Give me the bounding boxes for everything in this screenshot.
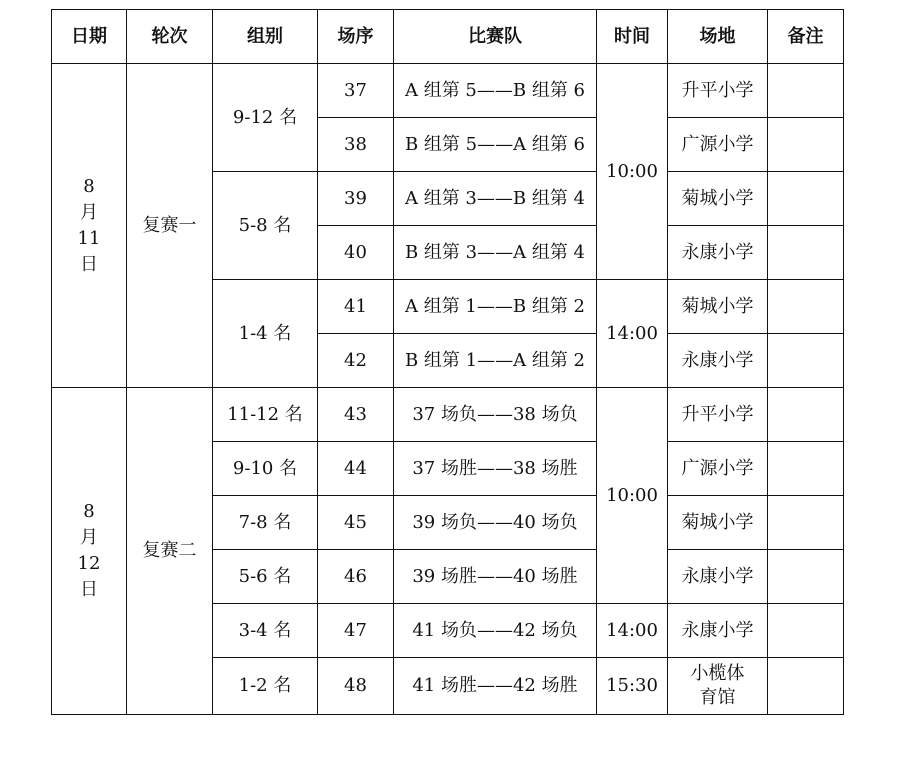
remarks-cell [768, 604, 844, 658]
remarks-cell [768, 496, 844, 550]
remarks-cell [768, 226, 844, 280]
teams-cell: 37 场胜——38 场胜 [394, 442, 597, 496]
teams-cell: B 组第 3——A 组第 4 [394, 226, 597, 280]
match-no-cell: 40 [318, 226, 394, 280]
header-row [52, 10, 844, 64]
header-time: 时间 [597, 10, 668, 64]
schedule-table [51, 9, 844, 715]
header-date: 日期 [52, 10, 127, 64]
date-text: 8月12日 [77, 501, 101, 600]
group-cell: 9-10 名 [213, 442, 318, 496]
group-cell: 11-12 名 [213, 388, 318, 442]
group-cell: 1-2 名 [213, 658, 318, 715]
venue-cell: 永康小学 [668, 604, 768, 658]
teams-cell: 37 场负——38 场负 [394, 388, 597, 442]
table-row [52, 64, 844, 118]
teams-cell: A 组第 1——B 组第 2 [394, 280, 597, 334]
group-cell: 3-4 名 [213, 604, 318, 658]
time-cell: 15:30 [597, 658, 668, 715]
teams-cell: B 组第 5——A 组第 6 [394, 118, 597, 172]
match-no-cell: 39 [318, 172, 394, 226]
remarks-cell [768, 388, 844, 442]
match-no-cell: 44 [318, 442, 394, 496]
remarks-cell [768, 118, 844, 172]
remarks-cell [768, 334, 844, 388]
venue-text: 小榄体育馆 [690, 663, 745, 708]
match-no-cell: 43 [318, 388, 394, 442]
teams-cell: A 组第 3——B 组第 4 [394, 172, 597, 226]
teams-cell: 41 场胜——42 场胜 [394, 658, 597, 715]
venue-cell: 升平小学 [668, 388, 768, 442]
remarks-cell [768, 172, 844, 226]
round-cell: 复赛一 [127, 64, 213, 388]
time-cell: 10:00 [597, 388, 668, 604]
match-no-cell: 46 [318, 550, 394, 604]
venue-cell: 广源小学 [668, 118, 768, 172]
teams-cell: 39 场胜——40 场胜 [394, 550, 597, 604]
group-cell: 1-4 名 [213, 280, 318, 388]
header-match-no: 场序 [318, 10, 394, 64]
teams-cell: B 组第 1——A 组第 2 [394, 334, 597, 388]
header-teams: 比赛队 [394, 10, 597, 64]
group-cell: 7-8 名 [213, 496, 318, 550]
venue-cell: 菊城小学 [668, 496, 768, 550]
remarks-cell [768, 280, 844, 334]
group-cell: 9-12 名 [213, 64, 318, 172]
time-cell: 14:00 [597, 604, 668, 658]
venue-cell: 永康小学 [668, 334, 768, 388]
time-cell: 14:00 [597, 280, 668, 388]
table-row [52, 388, 844, 442]
venue-cell: 广源小学 [668, 442, 768, 496]
match-no-cell: 41 [318, 280, 394, 334]
venue-cell: 升平小学 [668, 64, 768, 118]
match-no-cell: 48 [318, 658, 394, 715]
match-no-cell: 47 [318, 604, 394, 658]
teams-cell: 39 场负——40 场负 [394, 496, 597, 550]
match-no-cell: 45 [318, 496, 394, 550]
header-remarks: 备注 [768, 10, 844, 64]
header-venue: 场地 [668, 10, 768, 64]
header-round: 轮次 [127, 10, 213, 64]
match-no-cell: 37 [318, 64, 394, 118]
date-cell [52, 388, 127, 715]
remarks-cell [768, 550, 844, 604]
date-text: 8月11日 [77, 175, 101, 275]
venue-cell: 菊城小学 [668, 172, 768, 226]
match-no-cell: 42 [318, 334, 394, 388]
group-cell: 5-8 名 [213, 172, 318, 280]
venue-cell: 菊城小学 [668, 280, 768, 334]
teams-cell: A 组第 5——B 组第 6 [394, 64, 597, 118]
match-no-cell: 38 [318, 118, 394, 172]
venue-cell [668, 658, 768, 715]
header-group: 组别 [213, 10, 318, 64]
venue-cell: 永康小学 [668, 226, 768, 280]
teams-cell: 41 场负——42 场负 [394, 604, 597, 658]
remarks-cell [768, 442, 844, 496]
venue-cell: 永康小学 [668, 550, 768, 604]
round-cell: 复赛二 [127, 388, 213, 715]
remarks-cell [768, 658, 844, 715]
time-cell: 10:00 [597, 64, 668, 280]
group-cell: 5-6 名 [213, 550, 318, 604]
remarks-cell [768, 64, 844, 118]
date-cell [52, 64, 127, 388]
